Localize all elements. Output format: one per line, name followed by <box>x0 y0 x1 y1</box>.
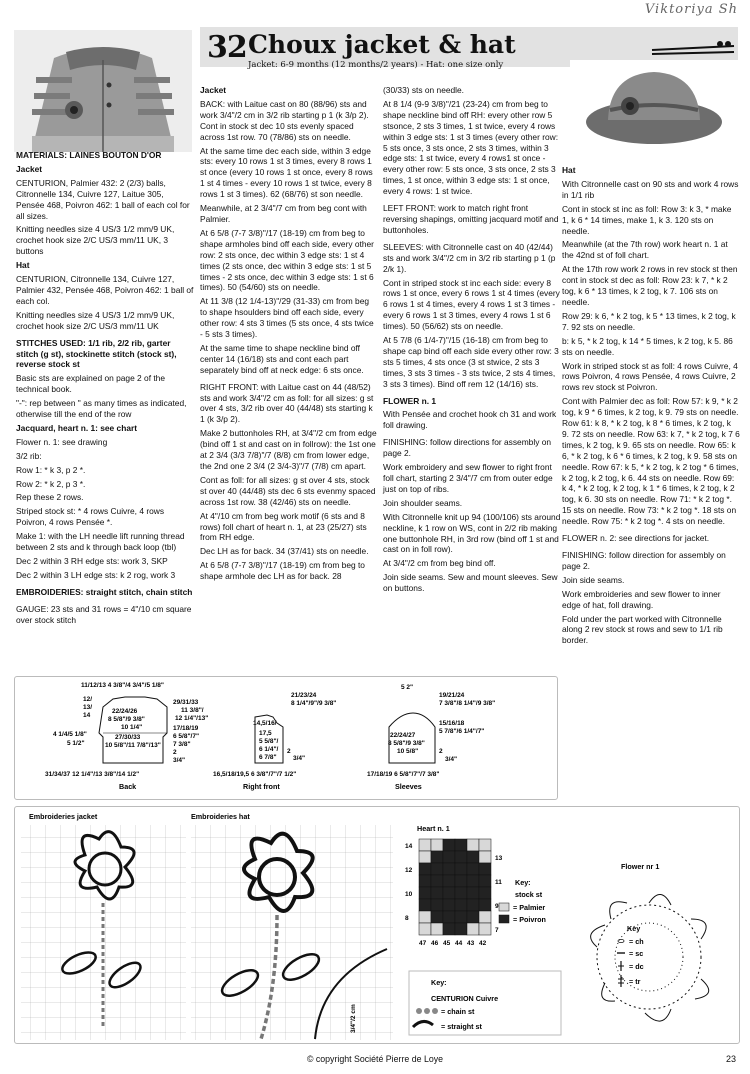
col2-paragraph: Cont as foll: for all sizes: g st over 4 sts, stock st over 40 (44/48) sts dec 6 sts evenmy spaced across 1st row. 38 (42/46) sts on needle. <box>200 474 376 507</box>
col3-paragraph: Work embroidery and sew flower to right front foll chart, starting 2 3/4"/7 cm from outer edge just on top of ribs. <box>383 462 553 494</box>
heart-chart-col-label: 45 <box>443 940 451 947</box>
col1-paragraph: Hat <box>16 260 30 271</box>
signature: Viktoriya Sh <box>644 2 738 17</box>
heart-chart-cell <box>419 875 431 887</box>
heart-chart-cell <box>431 875 443 887</box>
col1-paragraph: Striped stock st: * 4 rows Cuivre, 4 rows Poivron, 4 rows Pensée *. <box>16 506 165 528</box>
heart-chart-cell <box>479 839 491 851</box>
col1-paragraph: Basic sts are explained on page 2 of the technical book. <box>16 373 165 395</box>
col3-paragraph: At 5 7/8 (6 1/4-7)"/15 (16-18) cm from beg to shape cap bind off each side every other row: 3 sts 5 times, 4 sts once (3 st stwice, 2 sts 3 times, 3 sts 3 times - 3 sts twice, 2 sts 4 times, 3 sts 3 times). Bind off rem 12 (14/16) sts. <box>383 335 559 389</box>
heart-chart-cell <box>419 899 431 911</box>
col4-paragraph: b: k 5, * k 2 tog, k 14 * 5 times, k 2 tog, k 5. 86 sts on needle. <box>562 335 733 357</box>
flower-key-sc: = sc <box>629 949 644 958</box>
heart-chart-cell <box>431 851 443 863</box>
col3-paragraph: Cont in striped stock st inc each side: every 8 rows 1 st once, every 6 rows 1 st 4 times (every 6 rows 1 st 4 times, every 4 rows 1 st 3 times - every 6 rows 1 st 3 times, every 4 rows 1 st 6 times). 50 (56/62) sts on needle. <box>383 277 560 332</box>
col1-paragraph: Jacket <box>16 163 43 174</box>
col1-paragraph: CENTURION, Citronnelle 134, Cuivre 127, Palmier 432, Pensée 468, Poivron 462: 1 ball of each col. <box>16 274 194 306</box>
hat-instructions-column <box>562 165 740 649</box>
sleeve-r2: 7 3/8"/8 1/4"/9 3/8" <box>439 700 496 707</box>
back-l1: 12/ <box>83 696 93 703</box>
heart-chart-cell <box>479 923 491 935</box>
heart-chart-cell <box>455 839 467 851</box>
col4-paragraph: Meanwhile (at the 7th row) work heart n. 1 at the 42nd st of foll chart. <box>562 239 728 261</box>
col1-paragraph: GAUGE: 23 sts and 31 rows = 4"/10 cm square over stock stitch <box>16 603 192 625</box>
embroidery-hat-label: Embroideries hat <box>191 812 250 821</box>
back-mid4: 27/30/33 <box>115 734 141 741</box>
heart-chart-cell <box>419 863 431 875</box>
back-l4: 4 1/4/5 1/8" <box>53 731 87 738</box>
col1-paragraph: Knitting needles size 4 US/3 1/2 mm/9 UK, crochet hook size 2/C US/3 mm/11 UK, 3 buttons <box>16 224 175 257</box>
embroidery-hat <box>191 812 393 1040</box>
pattern-number: 32 <box>207 30 247 65</box>
col4-paragraph: Row 29: k 6, * k 2 tog, k 5 * 13 times, k 2 tog, k 7. 92 sts on needle. <box>562 310 736 332</box>
col1-paragraph: Row 1: * k 3, p 2 *. <box>16 464 86 475</box>
heart-chart-cell <box>443 899 455 911</box>
col3-paragraph: FLOWER n. 1 <box>383 395 437 406</box>
col3-paragraph: SLEEVES: with Citronnelle cast on 40 (42/44) sts and work 3/4"/2 cm in 3/2 rib starting p 1 (p 2/k 1). <box>383 241 556 274</box>
heart-chart-row-label: 13 <box>495 855 503 862</box>
col1-paragraph: Dec 2 within 3 RH edge sts: work 3, SKP <box>16 556 168 566</box>
back-r7: 2 <box>173 749 177 756</box>
heart-chart-cell <box>431 923 443 935</box>
col3-paragraph: With Pensée and crochet hook ch 31 and work foll drawing. <box>383 409 557 431</box>
col4-paragraph: With Citronnelle cast on 90 sts and work 4 rows in 1/1 rib <box>562 178 739 200</box>
back-r2: 11 3/8"/ <box>181 707 204 714</box>
back-r8: 3/4" <box>173 757 186 764</box>
heart-key-poivron: = Poivron <box>513 915 546 924</box>
flower-key-tr: = tr <box>629 977 641 986</box>
heart-chart-cell <box>479 911 491 923</box>
back-r5: 6 5/8"/7" <box>173 733 200 740</box>
heart-chart-cell <box>419 839 431 851</box>
heart-chart-cell <box>443 911 455 923</box>
heart-chart-cell <box>455 851 467 863</box>
flower-crochet-diagram <box>591 862 709 1021</box>
col1-paragraph: EMBROIDERIES: straight stitch, chain stitch <box>16 586 193 597</box>
embroidery-key <box>409 971 561 1035</box>
col4-paragraph: FLOWER n. 2: see directions for jacket. <box>562 533 710 544</box>
heart-chart-cell <box>455 863 467 875</box>
flower-key-dc: = dc <box>629 962 644 971</box>
back-r6: 7 3/8" <box>173 741 191 748</box>
emb-key-straight: = straight st <box>441 1022 482 1031</box>
col2-paragraph: RIGHT FRONT: with Laitue cast on 44 (48/52) sts and work 3/4"/2 cm as foll: for all sizes: g st over 4 sts, 3/2 rib over 40 (44/48) sts starting k 1 (k 3/p 2). <box>200 381 374 425</box>
heart-chart-cell <box>479 887 491 899</box>
front-r1: 2 <box>287 748 291 755</box>
col1-paragraph: Flower n. 1: see drawing <box>16 436 108 447</box>
sleeve-r1: 19/21/24 <box>439 692 465 699</box>
col2-paragraph: Meanwhile, at 2 3/4"/7 cm from beg cont with Palmier. <box>200 203 367 224</box>
col3-paragraph: (30/33) sts on needle. <box>383 85 465 95</box>
sleeve-r4: 5 7/8"/6 1/4"/7" <box>439 728 485 735</box>
heart-chart-cell <box>455 923 467 935</box>
col4-paragraph: Work in striped stock st as foll: 4 rows Cuivre, 4 rows Poivron, 4 rows Pensée, 4 rows Cuivre, 2 rows rev stock st Poivron. <box>562 360 738 393</box>
heart-key-title: Key: <box>515 878 531 887</box>
col3-paragraph: At 3/4"/2 cm from beg bind off. <box>383 558 496 569</box>
heart-chart-row-label: 12 <box>405 867 413 874</box>
page-subtitle: Jacket: 6-9 months (12 months/2 years) - Hat: one size only <box>248 60 504 70</box>
schematic-diagrams <box>14 676 558 800</box>
col2-paragraph: At 11 3/8 (12 1/4-13)"/29 (31-33) cm from beg to shape hsoulders bind off each side, every other row: 4 sts 3 times (5 sts once, 4 sts twice - 5 sts 3 times). <box>200 296 374 340</box>
heart-chart-row-label: 10 <box>405 891 413 898</box>
jacket-instructions-column <box>200 85 378 585</box>
back-l5: 5 1/2" <box>67 740 85 747</box>
heart-chart-cell <box>455 875 467 887</box>
front-l1: 14,5/16/ <box>253 720 277 727</box>
hat-photo <box>570 60 738 158</box>
heart-chart-cell <box>419 923 431 935</box>
col1-paragraph: Rep these 2 rows. <box>16 492 84 503</box>
col3-paragraph: Join side seams. Sew and mount sleeves. Sew on buttons. <box>383 572 558 594</box>
col4-paragraph: Fold under the part worked with Citronnelle along 2 rev stock st rows and sew to 1/1 rib border. <box>562 613 723 646</box>
col2-paragraph: BACK: with Laitue cast on 80 (88/96) sts and work 3/4"/2 cm in 3/2 rib starting p 1 (k 3/p 2). Cont in stock st dec 10 sts evenly spaced across 1st row. 70 (78/86) sts on needle. <box>200 98 369 142</box>
front-bottom-measure: 16,5/18/19,5 6 3/8"/7"/7 1/2" <box>213 771 297 778</box>
heart-chart-cell <box>431 863 443 875</box>
col2-paragraph: At the same time dec each side, within 3 edge sts: every 10 rows 1 st 3 times, every 8 rows 1 st once (every 10 rows 1 st once, every 8 rows 1 st 4 times - every 10 rows 1 st twice, every 8 rows 1 st 3 times). 62 (68/76) st son needle. <box>200 145 373 200</box>
col3-paragraph: Join shoulder seams. <box>383 497 463 508</box>
back-r4: 17/18/19 <box>173 725 199 732</box>
back-mid3: 10 1/4" <box>121 724 143 731</box>
knitting-needles-icon <box>650 36 738 62</box>
col1-paragraph: MATERIALS: LAINES BOUTON D'OR <box>16 150 162 160</box>
heart-chart-cell <box>479 899 491 911</box>
sleeve-mid3: 10 5/8" <box>397 748 419 755</box>
back-l2: 13/ <box>83 704 93 711</box>
materials-column <box>16 150 194 629</box>
col4-paragraph: Work embroideries and sew flower to inner edge of hat, foll drawing. <box>562 588 721 610</box>
sleeve-r6: 3/4" <box>445 756 458 763</box>
heart-chart <box>405 824 546 947</box>
heart-chart-cell <box>467 875 479 887</box>
back-r3: 12 1/4"/13" <box>175 715 209 722</box>
front-sleeves-column <box>383 85 561 597</box>
heart-chart-cell <box>467 899 479 911</box>
col3-paragraph: At 8 1/4 (9-9 3/8)"/21 (23-24) cm from beg to shape neckline bind off RH: every other row 5 stsonce, 2 sts 3 times, 1 st twice, every 4 rows within 3 edge sts: 1 st 3 times (every other row: 5 sts once, 3 sts once, 2 sts 3 times, within 3 edge sts: 1 st twice, every 4 rows1 st once - every other row: 5 sts once, 3 sts once, 2 sts 3 times, 1 st once, within 3 edge sts: 1 st once, every 4 rows: 1 st twice. <box>383 98 559 197</box>
heart-chart-row-label: 7 <box>495 927 499 934</box>
back-schematic <box>45 682 208 791</box>
heart-chart-row-label: 11 <box>495 879 502 886</box>
col3-paragraph: FINISHING: follow directions for assembly on page 2. <box>383 437 552 459</box>
col2-paragraph: Dec LH as for back. 34 (37/41) sts on needle. <box>200 546 369 557</box>
col1-paragraph: Row 2: * k 2, p 3 *. <box>16 478 86 489</box>
page-title: Choux jacket & hat <box>248 30 516 59</box>
col1-paragraph: Knitting needles size 4 US/3 1/2 mm/9 UK, crochet hook size 2/C US/3 mm/11 UK <box>16 309 175 331</box>
heart-chart-cell <box>443 839 455 851</box>
emb-key-title: Key: <box>431 978 447 987</box>
heart-chart-cell <box>467 911 479 923</box>
back-r1: 29/31/33 <box>173 699 199 706</box>
heart-chart-cell <box>443 875 455 887</box>
emb-key-yarn: CENTURION Cuivre <box>431 994 499 1003</box>
col4-paragraph: Join side seams. <box>562 574 625 585</box>
heart-chart-cell <box>455 899 467 911</box>
col3-paragraph: LEFT FRONT: work to match right front reversing shapings, omitting jacquard motif and buttonholes. <box>383 203 559 235</box>
heart-chart-title: Heart n. 1 <box>417 824 450 833</box>
sleeve-r5: 2 <box>439 748 443 755</box>
heart-chart-cell <box>479 863 491 875</box>
heart-chart-cell <box>419 851 431 863</box>
front-label: Right front <box>243 782 280 791</box>
sleeve-top: 5 2" <box>401 684 414 691</box>
col1-paragraph: Jacquard, heart n. 1: see chart <box>16 422 138 433</box>
col2-paragraph: At the same time to shape neckline bind off center 14 (16/18) sts and cont each part separately bind off at neck edge: 6 sts once. <box>200 342 364 375</box>
back-mid1: 22/24/26 <box>112 708 138 715</box>
heart-chart-cell <box>479 875 491 887</box>
heart-chart-col-label: 47 <box>419 940 427 947</box>
heart-chart-cell <box>443 851 455 863</box>
col1-paragraph: "-": rep between " as many times as indicated, otherwise till the end of the row <box>16 398 187 420</box>
sleeve-r3: 15/16/18 <box>439 720 465 727</box>
emb-key-chain: = chain st <box>441 1007 475 1016</box>
embroidery-jacket <box>21 812 186 1040</box>
heart-chart-cell <box>455 911 467 923</box>
col1-paragraph: 3/2 rib: <box>16 450 42 461</box>
col1-paragraph: CENTURION, Palmier 432: 2 (2/3) balls, Citronnelle 134, Cuivre 127, Laitue 305, Pensée 468, Poivron 462: 1 ball of each col for all sizes. <box>16 177 190 221</box>
col4-paragraph: Cont in stock st inc as foll: Row 3: k 3, * make 1, k 6 * 14 times, make 1, k 3. 120 sts on needle. <box>562 203 732 236</box>
embroidery-measure: 3/4"/2 cm <box>350 1004 357 1033</box>
back-label: Back <box>119 782 137 791</box>
heart-chart-cell <box>467 851 479 863</box>
heart-chart-row-label: 9 <box>495 903 499 910</box>
jacket-photo <box>14 30 192 152</box>
heart-chart-row-label: 14 <box>405 843 413 850</box>
back-l3: 14 <box>83 712 91 719</box>
sleeve-bottom-measure: 17/18/19 6 5/8"/7"/7 3/8" <box>367 771 440 778</box>
col1-paragraph: Dec 2 within 3 LH edge sts: k 2 rog, work 3 <box>16 569 176 580</box>
sleeve-mid2: 8 5/8"/9 3/8" <box>388 740 425 747</box>
heart-chart-cell <box>467 923 479 935</box>
heart-chart-cell <box>431 839 443 851</box>
heart-key-palmier: = Palmier <box>513 903 546 912</box>
heart-chart-cell <box>455 887 467 899</box>
front-top2: 8 1/4"/9"/9 3/8" <box>291 700 337 707</box>
back-top-measure: 11/12/13 4 3/8"/4 3/4"/5 1/8" <box>81 682 164 689</box>
front-l3: 5 5/8"/ <box>259 738 279 745</box>
heart-chart-cell <box>443 887 455 899</box>
heart-chart-col-label: 42 <box>479 940 487 947</box>
front-top: 21/23/24 <box>291 692 317 699</box>
heart-chart-cell <box>419 911 431 923</box>
flower-key-title: Key <box>627 924 641 933</box>
col1-paragraph: Make 1: with the LH needle lift running thread between 2 sts and k through back loop (tbl) <box>16 531 185 553</box>
front-l4: 6 1/4"/ <box>259 746 279 753</box>
front-l5: 6 7/8" <box>259 754 277 761</box>
page-number: 23 <box>725 1054 736 1064</box>
heart-chart-cell <box>443 863 455 875</box>
heart-chart-col-label: 43 <box>467 940 475 947</box>
heart-chart-cell <box>431 887 443 899</box>
col2-paragraph: At 6 5/8 (7-7 3/8)"/17 (18-19) cm from beg to shape armhole dec LH as for back. 28 <box>200 560 365 582</box>
flower-key-ch: = ch <box>629 937 644 946</box>
heart-chart-cell <box>431 911 443 923</box>
front-r2: 3/4" <box>293 755 306 762</box>
col2-paragraph: Make 2 buttonholes RH, at 3/4"/2 cm from edge (bind off 1 st and cast on in follrow): the 1st one at 2 3/4 (3/3 7/8)"/7 (8/8) cm from lower edge, the 2nd one 2 3/4 (2 3/4-3)"/7 (7/8) cm apart. <box>200 428 377 471</box>
back-mid5: 10 5/8"/11 7/8"/13" <box>105 742 161 749</box>
heart-chart-cell <box>419 887 431 899</box>
embroidery-section <box>14 806 740 1044</box>
col4-paragraph: At the 17th row work 2 rows in rev stock st then cont in stock st dec as foll: Row 23: k 7, * k 2 tog, k 6 * 13 times, k 2 tog, k 7. 106 sts on needle. <box>562 264 738 307</box>
col4-paragraph: Cont with Palmier dec as foll: Row 57: k 9, * k 2 tog, k 9 * 6 times, k 2 tog, k 9. 79 sts on needle. Row 61: k 8, * k 2 tog, k 8 * 6 times, k 2 tog, k 9. 72 sts on needle. Row 63: k 7, * k 2 tog, k 7 6 times, k 2 tog, k 9. 65 sts on needle. Row 65: k 6, * k 2 tog, k 6 * 6 times, k 2 tog, k 9. 58 sts on needle. Row 67: k 5, * k 2 tog, k 2 tog * 6 times, k 2 tog, k 2 tog, k 6. 44 sts on needle. Row 69: k 4, * k 2 tog, k 2 tog, k 1 * 6 times, k 2 tog, k 2 tog, k 6. 30 sts on needle. Row 71: * k 2 tog *. 15 sts on needle. Row 73: * k 2 tog *. 18 sts on needle. Row 75: * k 2 tog *. 4 sts on needle. <box>562 396 740 527</box>
heart-key-stock: stock st <box>515 890 543 899</box>
back-mid2: 8 5/8"/9 3/8" <box>108 716 145 723</box>
heart-chart-row-label: 8 <box>405 915 409 922</box>
heart-chart-cell <box>431 899 443 911</box>
embroidery-jacket-label: Embroideries jacket <box>29 812 98 821</box>
col4-paragraph: Hat <box>562 165 576 175</box>
col2-paragraph: At 4"/10 cm from beg work motif (6 sts and 8 rows) foll chart of heart n. 1, at 23 (25/27) sts from RH edge. <box>200 510 367 543</box>
col1-paragraph: STITCHES USED: 1/1 rib, 2/2 rib, garter stitch (g st), stockinette stitch (stock st), reverse stock st <box>16 337 177 370</box>
heart-chart-cell <box>467 863 479 875</box>
sleeves-schematic <box>367 684 495 791</box>
heart-chart-cell <box>443 923 455 935</box>
heart-chart-cell <box>467 887 479 899</box>
heart-chart-cell <box>479 851 491 863</box>
flower-title: Flower nr 1 <box>621 862 660 871</box>
front-l2: 17,5 <box>259 730 272 737</box>
sleeves-label: Sleeves <box>395 782 422 791</box>
right-front-schematic <box>213 692 336 791</box>
copyright-footer: © copyright Société Pierre de Loye <box>306 1054 444 1064</box>
col2-paragraph: At 6 5/8 (7-7 3/8)"/17 (18-19) cm from beg to shape armholes bind off each side, every other row: 2 sts once, dec within 3 edge sts: 1 st 4 times (2 sts once, dec within 3 edge sts: 1 st 5 times - 2 sts once, dec within 3 edge sts: 1 st 6 times). 50 (54/60) sts on needle. <box>200 227 374 293</box>
col3-paragraph: With Citronnelle knit up 94 (100/106) sts around neckline, k 1 row on WS, cont in 2/2 rib making one buttonhole RH, in 3rd row (bind off 1 st and cast on in foll row). <box>383 511 561 555</box>
heart-chart-col-label: 44 <box>455 940 463 947</box>
heart-chart-cell <box>467 839 479 851</box>
col4-paragraph: FINISHING: follow direction for assembly on page 2. <box>562 550 726 571</box>
heart-chart-col-label: 46 <box>431 940 439 947</box>
col2-paragraph: Jacket <box>200 85 227 95</box>
sleeve-mid1: 22/24/27 <box>390 732 416 739</box>
back-bottom-measure: 31/34/37 12 1/4"/13 3/8"/14 1/2" <box>45 771 140 778</box>
